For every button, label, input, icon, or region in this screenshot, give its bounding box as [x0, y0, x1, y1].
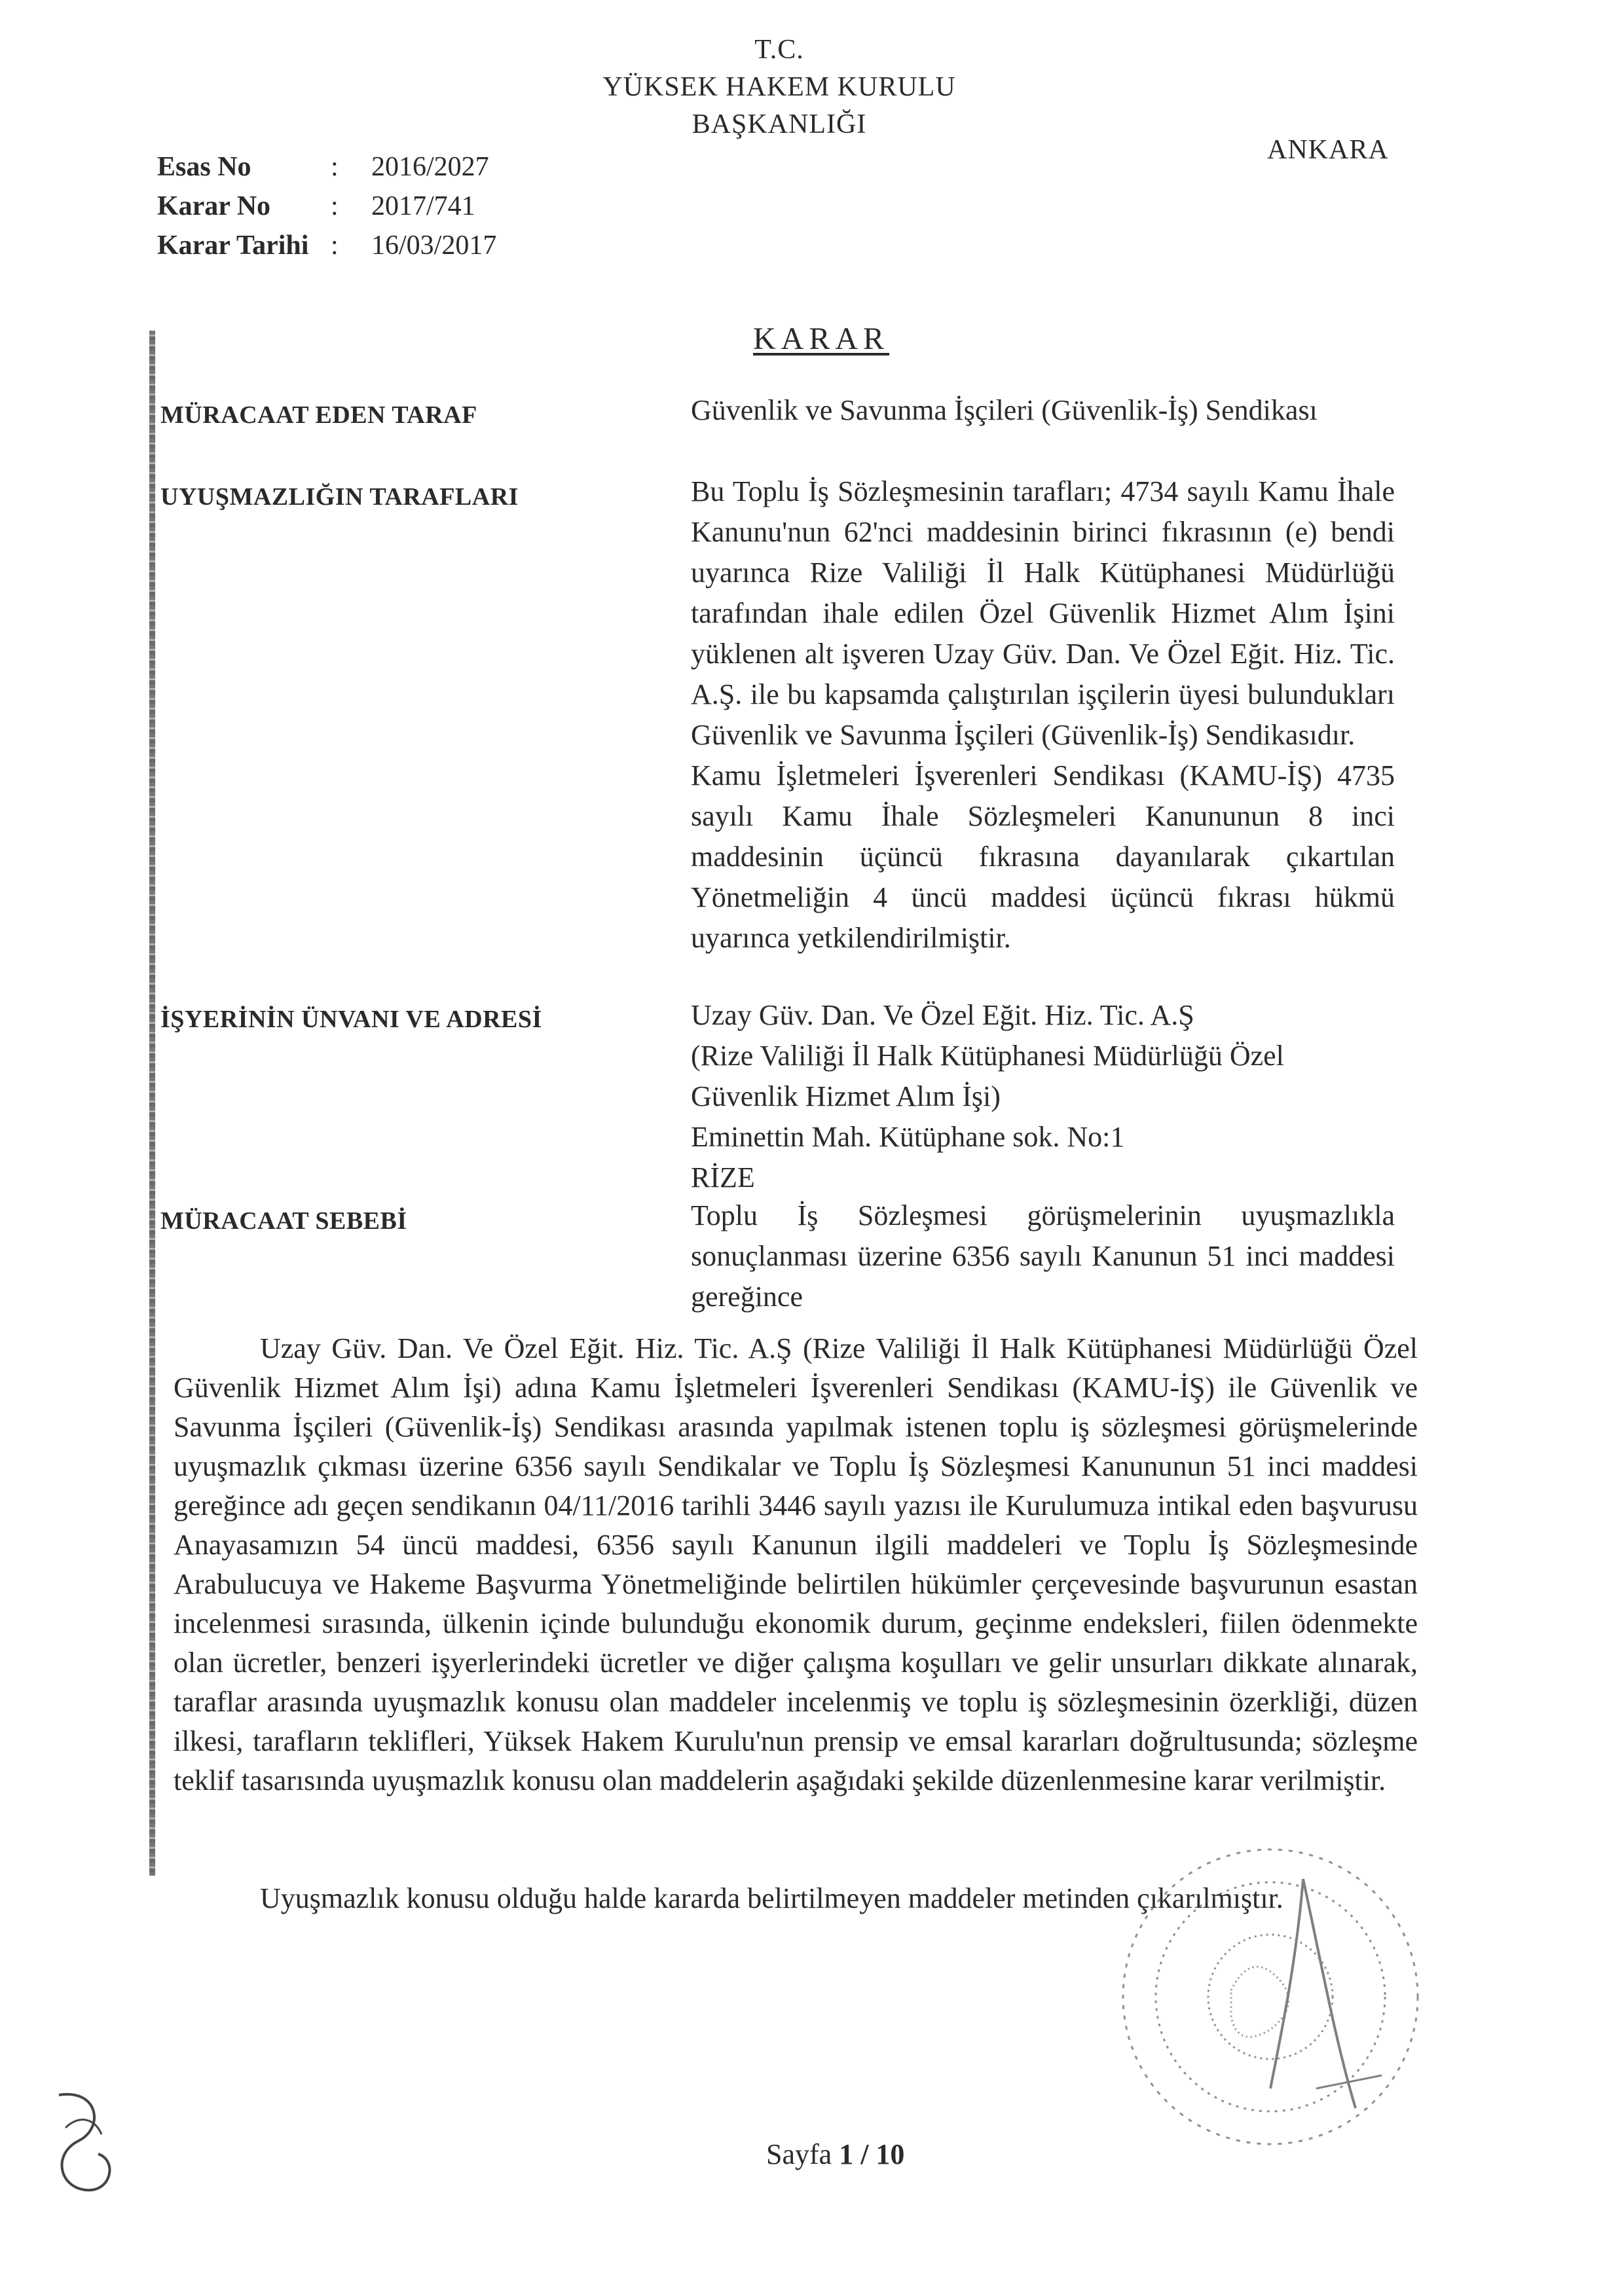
label-muracaat-eden: MÜRACAAT EDEN TARAF: [160, 401, 477, 429]
meta-value: 2016/2027: [371, 152, 489, 182]
value-taraflar: [691, 471, 1395, 958]
institution-header: [511, 31, 1048, 143]
official-seal-stamp: [1107, 1827, 1447, 2167]
body-text-1: Uzay Güv. Dan. Ve Özel Eğit. Hiz. Tic. A.Ş (Rize Valiliği İl Halk Kütüphanesi Müdürlüğü Özel Güvenlik Hizmet Alım İşi) adına Kamu İşletmeleri İşverenleri Sendikası (KAMU-İŞ) ile Güvenlik ve Savunma İşçileri (Güvenlik-İş) Sendikası arasında yapılmak istenen toplu iş sözleşmesi görüşmelerinde uyuşmazlık çıkması üzerine 6356 sayılı Sendikalar ve Toplu İş Sözleşmesi Kanununun 51 inci maddesi gereğince adı geçen sendikanın 04/11/2016 tarihli 3446 sayılı yazısı ile Kurulumuza intikal eden başvurusu Anayasamızın 54 üncü maddesi, 6356 sayılı Kanunun ilgili maddeleri ve Toplu İş Sözleşmesinde Arabulucuya ve Hakeme Başvurma Yönetmeliğinde belirtilen hükümler çerçevesinde başvurunun esastan incelenmesi sırasında, ülkenin içinde bulunduğu ekonomik durum, geçinme endeksleri, fiilen ödenmekte olan ücretler, benzeri işyerlerindeki ücretler ve diğer çalışma koşulları ve gelir unsurları dikkate alınarak, taraflar arasında uyuşmazlık konusu olan maddeler incelenmiş ve toplu iş sözleşmesinin özerkliği, düzen ilkesi, tarafların teklifleri, Yüksek Hakem Kurulu'nun prensip ve emsal kararları doğrultusunda; sözleşme teklif tasarısında uyuşmazlık konusu olan maddelerin aşağıdaki şekilde düzenlenmesine karar verilmiştir.: [174, 1332, 1418, 1796]
header-presidency: BAŞKANLIĞI: [692, 109, 867, 139]
meta-label: Karar No: [157, 191, 271, 221]
meta-row-esas: [157, 147, 496, 187]
meta-colon: :: [331, 230, 339, 261]
header-institution: YÜKSEK HAKEM KURULU: [602, 72, 956, 102]
label-sebep: MÜRACAAT SEBEBİ: [160, 1207, 407, 1235]
document-title: KARAR: [753, 321, 890, 356]
scan-margin-bar: [149, 331, 155, 1876]
isyeri-line-1: Uzay Güv. Dan. Ve Özel Eğit. Hiz. Tic. A.Ş: [691, 999, 1194, 1031]
meta-value: 2017/741: [371, 191, 475, 221]
value-muracaat-eden: Güvenlik ve Savunma İşçileri (Güvenlik-İş) Sendikası: [691, 394, 1318, 426]
value-sebep: Toplu İş Sözleşmesi görüşmelerinin uyuşmazlıkla sonuçlanması üzerine 6356 sayılı Kanunun 51 inci maddesi gereğince: [691, 1199, 1395, 1313]
value-isyeri: [691, 995, 1395, 1198]
meta-label: Karar Tarihi: [157, 230, 309, 261]
meta-row-karar: [157, 187, 496, 226]
meta-row-tarih: [157, 226, 496, 265]
meta-colon: :: [331, 152, 339, 182]
body-text-2: Uyuşmazlık konusu olduğu halde kararda belirtilmeyen maddeler metinden çıkarılmıştır.: [260, 1882, 1283, 1914]
taraflar-paragraph-1: Bu Toplu İş Sözleşmesinin tarafları; 4734 sayılı Kamu İhale Kanunu'nun 62'nci maddesinin birinci fıkrasının (e) bendi uyarınca Rize Valiliği İl Halk Kütüphanesi Müdürlüğü tarafından ihale edilen Özel Güvenlik Hizmet Alım İşini yüklenen alt işveren Uzay Güv. Dan. Ve Özel Eğit. Hiz. Tic. A.Ş. ile bu kapsamda çalıştırılan işçilerin üyesi bulundukları Güvenlik ve Savunma İşçileri (Güvenlik-İş) Sendikasıdır.: [691, 475, 1395, 751]
page-footer: [766, 2138, 904, 2171]
handwritten-mark: [39, 2082, 131, 2200]
label-taraflar: UYUŞMAZLIĞIN TARAFLARI: [160, 483, 519, 511]
header-tc: T.C.: [754, 35, 804, 65]
meta-label: Esas No: [157, 152, 251, 182]
case-meta: [157, 147, 496, 265]
isyeri-line-3: Eminettin Mah. Kütüphane sok. No:1: [691, 1121, 1125, 1153]
page-number: 1 / 10: [839, 2138, 905, 2170]
meta-colon: :: [331, 191, 339, 221]
body-paragraph-1: [174, 1329, 1418, 1800]
taraflar-paragraph-2: Kamu İşletmeleri İşverenleri Sendikası (KAMU-İŞ) 4735 sayılı Kamu İhale Sözleşmeleri Kanununun 8 inci maddesinin üçüncü fıkrasına dayanılarak çıkartılan Yönetmeliğin 4 üncü maddesi üçüncü fıkrası hükmü uyarınca yetkilendirilmiştir.: [691, 759, 1395, 954]
isyeri-line-2: (Rize Valiliği İl Halk Kütüphanesi Müdürlüğü Özel Güvenlik Hizmet Alım İşi): [691, 1040, 1284, 1112]
label-isyeri: İŞYERİNİN ÜNVANI VE ADRESİ: [160, 1006, 542, 1033]
meta-value: 16/03/2017: [371, 230, 497, 261]
page-prefix: Sayfa: [766, 2138, 832, 2170]
isyeri-line-4: RİZE: [691, 1161, 755, 1194]
city-label: ANKARA: [1267, 135, 1389, 165]
